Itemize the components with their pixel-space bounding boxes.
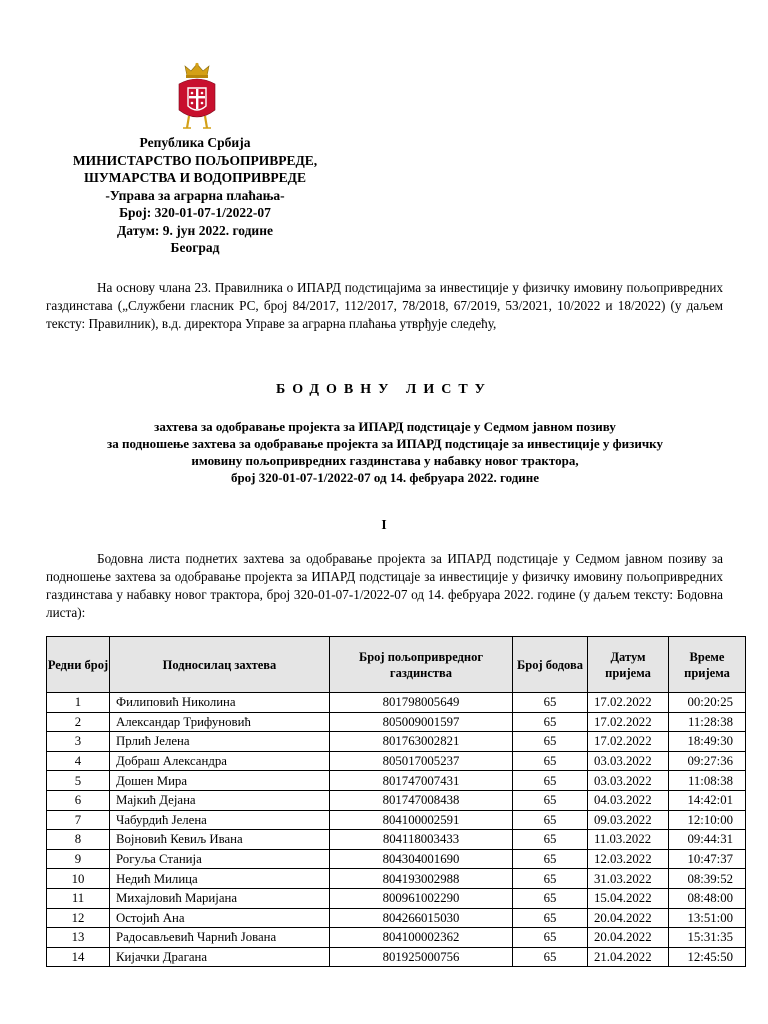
table-row (47, 771, 746, 791)
cell-points: 65 (513, 869, 588, 889)
cell-rank: 4 (47, 751, 110, 771)
cell-applicant: Михајловић Маријана (110, 888, 330, 908)
header-points: Број бодова (513, 637, 588, 693)
cell-date: 12.03.2022 (588, 849, 669, 869)
table-row (47, 928, 746, 948)
document-title: БОДОВНУ ЛИСТУ (276, 382, 492, 397)
cell-date: 20.04.2022 (588, 908, 669, 928)
cell-date: 09.03.2022 (588, 810, 669, 830)
cell-applicant: Чабурдић Јелена (110, 810, 330, 830)
cell-applicant: Недић Милица (110, 869, 330, 889)
cell-farm-number: 801763002821 (330, 732, 513, 752)
table-row (47, 810, 746, 830)
cell-date: 31.03.2022 (588, 869, 669, 889)
cell-applicant: Прлић Јелена (110, 732, 330, 752)
cell-points: 65 (513, 888, 588, 908)
cell-rank: 7 (47, 810, 110, 830)
header-time: Време пријема (669, 637, 746, 693)
table-row (47, 790, 746, 810)
cell-points: 65 (513, 908, 588, 928)
cell-farm-number: 804193002988 (330, 869, 513, 889)
cell-rank: 14 (47, 947, 110, 967)
table-row (47, 693, 746, 713)
cell-points: 65 (513, 693, 588, 713)
document-subtitle: захтева за одобравање пројекта за ИПАРД подстицаје у Седмом јавном позиву за подношење захтева за одобравање пројекта за ИПАРД подстицаје за инвестиције у физичку имовину пољопривредних газдинстава у набавку новог трактора, број 320-01-07-1/2022-07 од 14. фебруара 2022. године (107, 419, 663, 485)
republic-name: Република Србија (139, 135, 251, 150)
cell-date: 17.02.2022 (588, 732, 669, 752)
cell-points: 65 (513, 810, 588, 830)
cell-time: 11:28:38 (669, 712, 746, 732)
cell-date: 15.04.2022 (588, 888, 669, 908)
ministry-line-2: ШУМАРСТВА И ВОДОПРИВРЕДЕ (84, 170, 306, 185)
cell-time: 13:51:00 (669, 908, 746, 928)
cell-farm-number: 804100002362 (330, 928, 513, 948)
cell-applicant: Рогуља Станија (110, 849, 330, 869)
cell-points: 65 (513, 947, 588, 967)
section-paragraph: Бодовна листа поднетих захтева за одобравање пројекта за ИПАРД подстицаје у Седмом јавном позиву за подношење захтева за одобравање пројекта за ИПАРД подстицаје за инвестиције у физичку имовину пољопривредних газдинстава у набавку новог трактора, број 320-01-07-1/2022-07 од 14. фебруара 2022. године (у даљем тексту: Бодовна листа): (46, 551, 723, 620)
cell-time: 00:20:25 (669, 693, 746, 713)
cell-time: 12:10:00 (669, 810, 746, 830)
cell-rank: 6 (47, 790, 110, 810)
cell-time: 15:31:35 (669, 928, 746, 948)
cell-farm-number: 801747007431 (330, 771, 513, 791)
header-date: Датум пријема (588, 637, 669, 693)
cell-rank: 3 (47, 732, 110, 752)
cell-farm-number: 800961002290 (330, 888, 513, 908)
cell-farm-number: 805009001597 (330, 712, 513, 732)
cell-farm-number: 804100002591 (330, 810, 513, 830)
table-row (47, 947, 746, 967)
cell-rank: 1 (47, 693, 110, 713)
table-row (47, 732, 746, 752)
cell-date: 17.02.2022 (588, 693, 669, 713)
table-row (47, 830, 746, 850)
cell-time: 11:08:38 (669, 771, 746, 791)
table-row (47, 869, 746, 889)
table-row (47, 888, 746, 908)
cell-applicant: Радосављевић Чарнић Јована (110, 928, 330, 948)
cell-points: 65 (513, 830, 588, 850)
cell-date: 03.03.2022 (588, 751, 669, 771)
cell-time: 18:49:30 (669, 732, 746, 752)
cell-time: 08:39:52 (669, 869, 746, 889)
cell-points: 65 (513, 849, 588, 869)
table-row (47, 849, 746, 869)
cell-rank: 10 (47, 869, 110, 889)
cell-rank: 11 (47, 888, 110, 908)
table-header-row (47, 637, 746, 693)
section-heading: I (381, 517, 387, 532)
cell-points: 65 (513, 790, 588, 810)
cell-date: 04.03.2022 (588, 790, 669, 810)
cell-applicant: Филиповић Николина (110, 693, 330, 713)
cell-applicant: Добраш Александра (110, 751, 330, 771)
cell-date: 03.03.2022 (588, 771, 669, 791)
document-number: Број: 320-01-07-1/2022-07 (119, 205, 271, 220)
cell-applicant: Остојић Ана (110, 908, 330, 928)
serbian-coat-of-arms-icon (175, 62, 219, 132)
letterhead (40, 134, 350, 257)
cell-farm-number: 801747008438 (330, 790, 513, 810)
cell-farm-number: 804304001690 (330, 849, 513, 869)
header-rank: Редни број (47, 637, 110, 693)
cell-time: 09:44:31 (669, 830, 746, 850)
cell-date: 20.04.2022 (588, 928, 669, 948)
document-city: Београд (170, 240, 220, 255)
document-date: Датум: 9. јун 2022. године (117, 222, 273, 238)
cell-applicant: Александар Трифуновић (110, 712, 330, 732)
cell-farm-number: 801798005649 (330, 693, 513, 713)
header-applicant: Подносилац захтева (110, 637, 330, 693)
header-farm-number: Број пољопривредног газдинства (330, 637, 513, 693)
cell-rank: 5 (47, 771, 110, 791)
score-table (46, 636, 746, 967)
cell-date: 17.02.2022 (588, 712, 669, 732)
cell-rank: 9 (47, 849, 110, 869)
cell-rank: 8 (47, 830, 110, 850)
cell-points: 65 (513, 751, 588, 771)
cell-farm-number: 804266015030 (330, 908, 513, 928)
cell-time: 14:42:01 (669, 790, 746, 810)
cell-rank: 12 (47, 908, 110, 928)
cell-applicant: Мајкић Дејана (110, 790, 330, 810)
cell-rank: 13 (47, 928, 110, 948)
cell-points: 65 (513, 712, 588, 732)
cell-points: 65 (513, 771, 588, 791)
cell-farm-number: 801925000756 (330, 947, 513, 967)
directorate-name: -Управа за аграрна плаћања- (105, 187, 285, 203)
table-row (47, 751, 746, 771)
cell-applicant: Кијачки Драгана (110, 947, 330, 967)
table-row (47, 712, 746, 732)
cell-farm-number: 805017005237 (330, 751, 513, 771)
cell-time: 09:27:36 (669, 751, 746, 771)
cell-rank: 2 (47, 712, 110, 732)
cell-date: 11.03.2022 (588, 830, 669, 850)
cell-time: 10:47:37 (669, 849, 746, 869)
table-row (47, 908, 746, 928)
cell-time: 08:48:00 (669, 888, 746, 908)
cell-points: 65 (513, 732, 588, 752)
ministry-line-1: МИНИСТАРСТВО ПОЉОПРИВРЕДЕ, (72, 152, 318, 168)
cell-date: 21.04.2022 (588, 947, 669, 967)
cell-time: 12:45:50 (669, 947, 746, 967)
cell-applicant: Војновић Кевиљ Ивана (110, 830, 330, 850)
cell-farm-number: 804118003433 (330, 830, 513, 850)
cell-applicant: Дошен Мира (110, 771, 330, 791)
cell-points: 65 (513, 928, 588, 948)
intro-paragraph: На основу члана 23. Правилника о ИПАРД подстицајима за инвестиције у физичку имовину пољопривредних газдинстава („Службени гласник РС, број 84/2017, 112/2017, 78/2018, 67/2019, 53/2021, 10/2022 и 18/2022) (у даљем тексту: Правилник), в.д. директора Управе за аграрна плаћања утврђује следећу, (46, 280, 723, 331)
